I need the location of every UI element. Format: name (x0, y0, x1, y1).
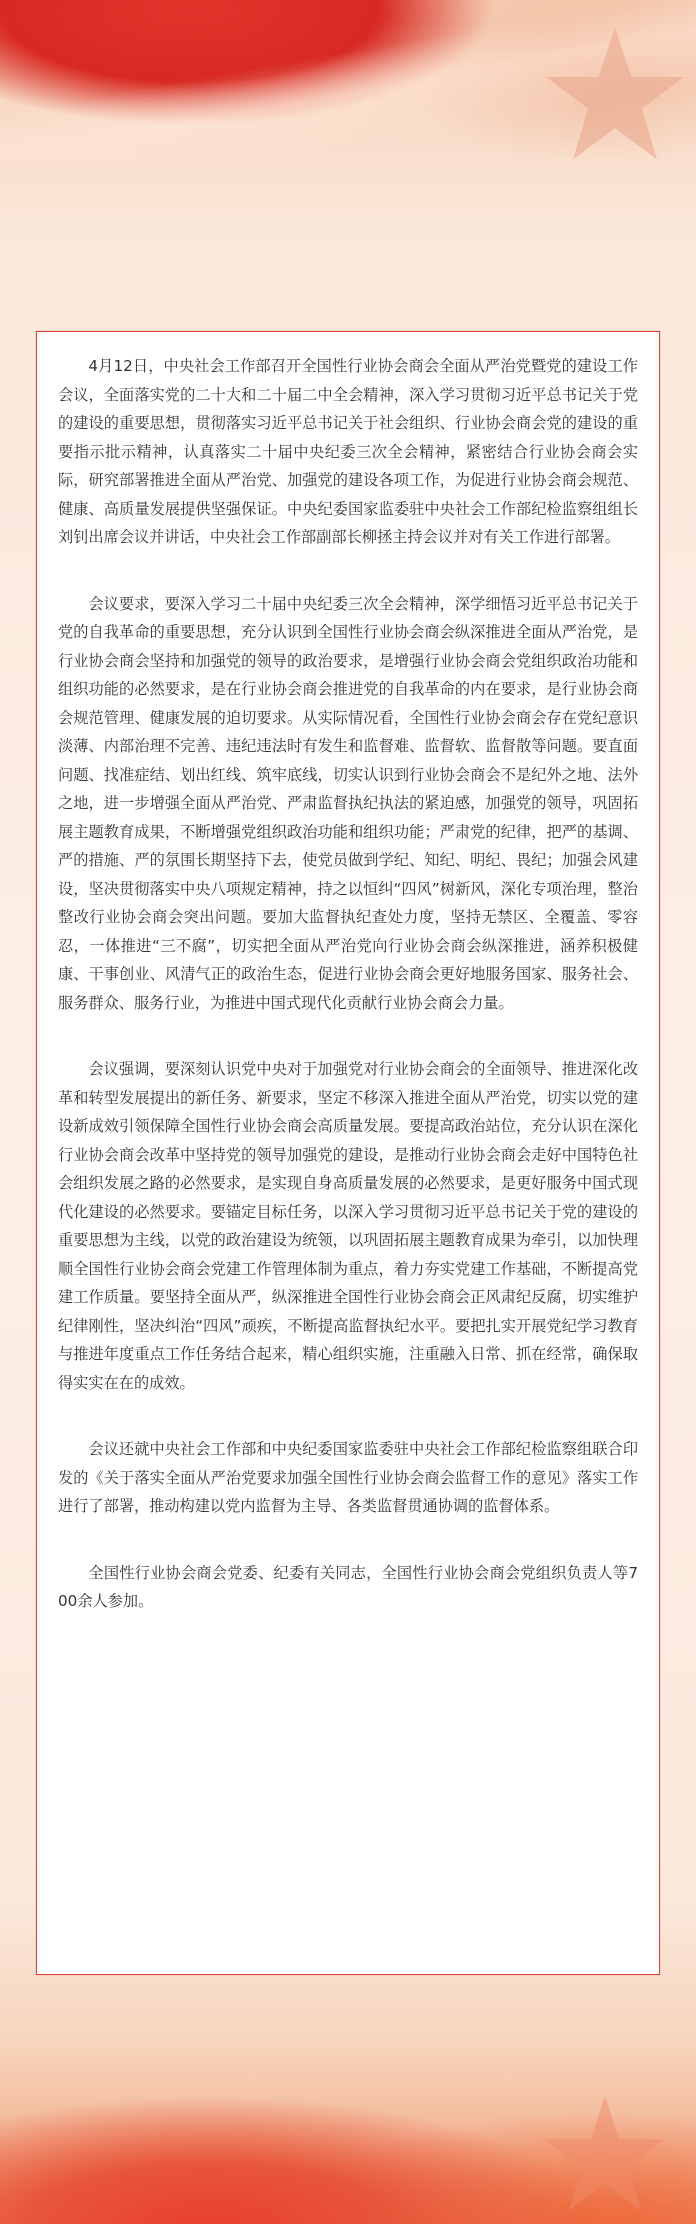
article-paragraph: 会议还就中央社会工作部和中央纪委国家监委驻中央社会工作部纪检监察组联合印发的《关于落实全面从严治党要求加强全国性行业协会商会监督工作的意见》落实工作进行了部署，推动构建以党内监督为主导、各类监督贯通协调的监督体系。 (58, 1440, 638, 1515)
article-card (36, 331, 660, 1975)
star-icon (540, 20, 690, 170)
article-body (58, 352, 638, 1654)
star-icon (540, 2090, 670, 2220)
article-paragraph: 4月12日，中央社会工作部召开全国性行业协会商会全面从严治党暨党的建设工作会议，全面落实党的二十大和二十届二中全会精神，深入学习贯彻习近平总书记关于党的建设的重要思想，贯彻落实习近平总书记关于社会组织、行业协会商会党的建设的重要指示批示精神，认真落实二十届中央纪委三次全会精神，紧密结合行业协会商会实际，研究部署推进全面从严治党、加强党的建设各项工作，为促进行业协会商会规范、健康、高质量发展提供坚强保证。中央纪委国家监委驻中央社会工作部纪检监察组组长刘钊出席会议并讲话，中央社会工作部副部长柳拯主持会议并对有关工作进行部署。 (58, 357, 638, 546)
article-paragraph: 会议强调，要深刻认识党中央对于加强党对行业协会商会的全面领导、推进深化改革和转型发展提出的新任务、新要求，坚定不移深入推进全面从严治党，切实以党的建设新成效引领保障全国性行业协会商会高质量发展。要提高政治站位，充分认识在深化行业协会商会改革中坚持党的领导加强党的建设，是推动行业协会商会走好中国特色社会组织发展之路的必然要求，是实现自身高质量发展的必然要求，是更好服务中国式现代化建设的必然要求。要锚定目标任务，以深入学习贯彻习近平总书记关于党的建设的重要思想为主线，以党的政治建设为统领，以巩固拓展主题教育成果为牵引，以加快理顺全国性行业协会商会党建工作管理体制为重点，着力夯实党建工作基础，不断提高党建工作质量。要坚持全面从严，纵深推进全国性行业协会商会正风肃纪反腐，切实维护纪律刚性，坚决纠治“四风”顽疾，不断提高监督执纪水平。要把扎实开展党纪学习教育与推进年度重点工作任务结合起来，精心组织实施，注重融入日常、抓在经常，确保取得实实在在的成效。 (58, 1060, 638, 1392)
article-paragraph: 全国性行业协会商会党委、纪委有关同志，全国性行业协会商会党组织负责人等700余人参加。 (58, 1563, 638, 1610)
article-paragraph: 会议要求，要深入学习二十届中央纪委三次全会精神，深学细悟习近平总书记关于党的自我革命的重要思想，充分认识到全国性行业协会商会纵深推进全面从严治党，是行业协会商会坚持和加强党的领导的政治要求，是增强行业协会商会党组织政治功能和组织功能的必然要求，是在行业协会商会推进党的自我革命的内在要求，是行业协会商会规范管理、健康发展的迫切要求。从实际情况看，全国性行业协会商会存在党纪意识淡薄、内部治理不完善、违纪违法时有发生和监督难、监督软、监督散等问题。要直面问题、找准症结、划出红线、筑牢底线，切实认识到行业协会商会不是纪外之地、法外之地，进一步增强全面从严治党、严肃监督执纪执法的紧迫感，加强党的领导，巩固拓展主题教育成果，不断增强党组织政治功能和组织功能；严肃党的纪律，把严的基调、严的措施、严的氛围长期坚持下去，使党员做到学纪、知纪、明纪、畏纪；加强会风建设，坚决贯彻落实中央八项规定精神，持之以恒纠“四风”树新风，深化专项治理，整治整改行业协会商会突出问题。要加大监督执纪查处力度，坚持无禁区、全覆盖、零容忍，一体推进“三不腐”，切实把全面从严治党向行业协会商会纵深推进，涵养积极健康、干事创业、风清气正的政治生态，促进行业协会商会更好地服务国家、服务社会、服务群众、服务行业，为推进中国式现代化贡献行业协会商会力量。 (58, 594, 638, 1012)
